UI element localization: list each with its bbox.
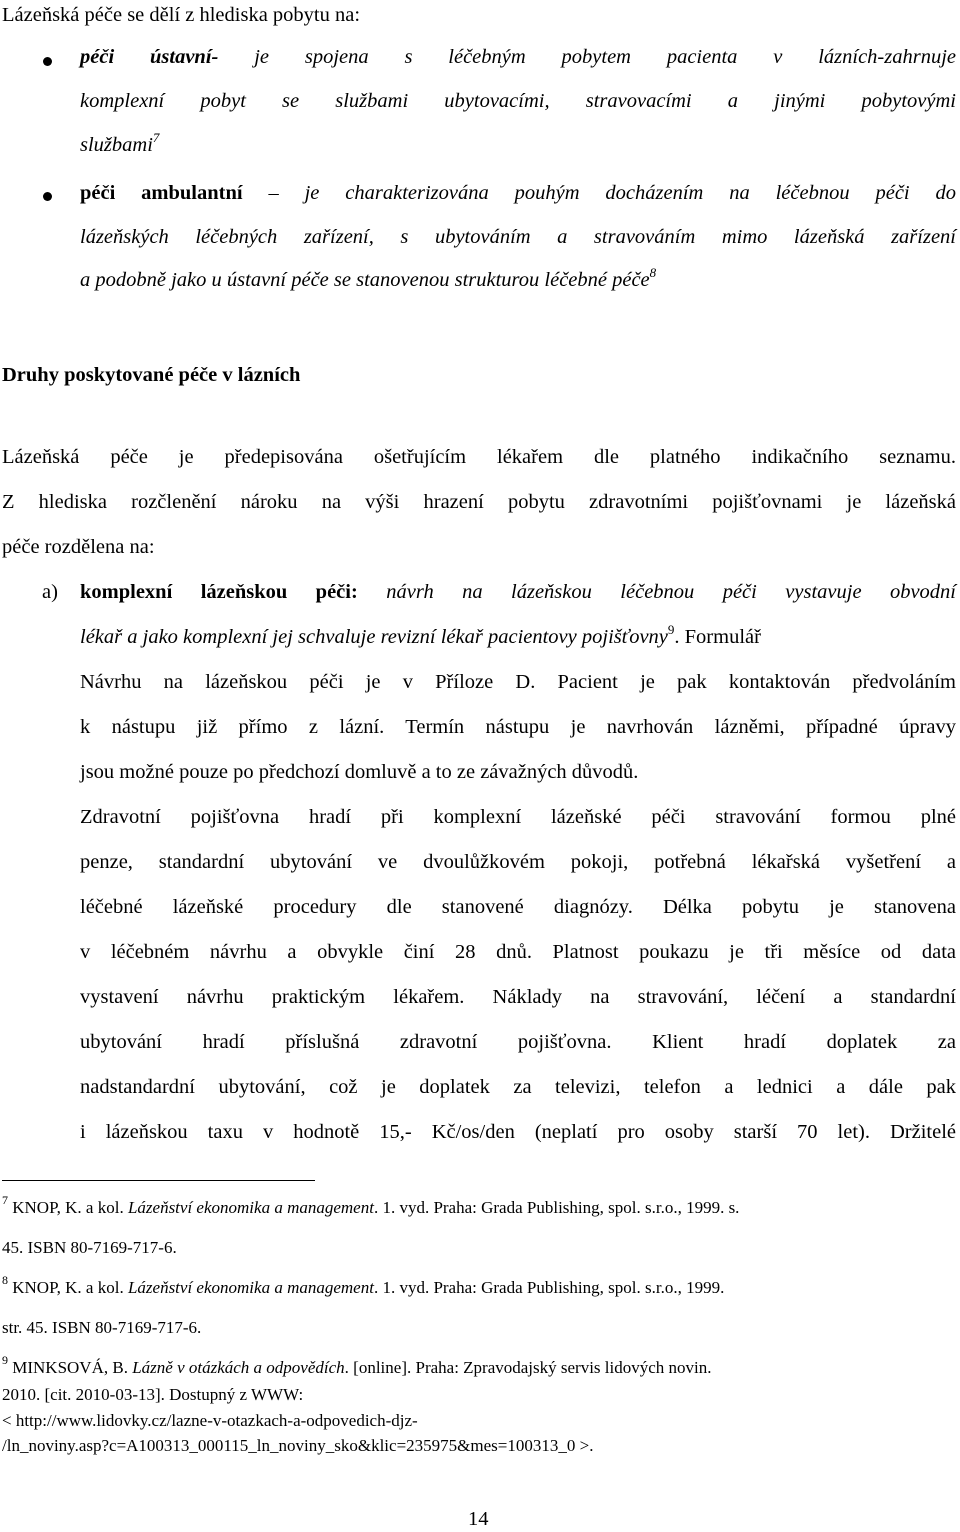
bullet-icon	[43, 192, 52, 201]
footnote-8-line-2: str. 45. ISBN 80-7169-717-6.	[2, 1318, 202, 1337]
bullet-ustavni-line-1	[80, 46, 956, 69]
footnote-author: KNOP, K. a kol.	[12, 1278, 124, 1297]
paragraph-line: vystavení návrhu praktickým lékařem. Náklady na stravování, léčení a standardní	[80, 986, 956, 1008]
item-a-line-1	[80, 581, 956, 604]
footnote-number: 8	[2, 1273, 8, 1287]
footnote-title: Lázeňství ekonomika a management	[127, 1278, 374, 1297]
paragraph-line: nadstandardní ubytování, což je doplatek za televizi, telefon a lednici a dále pak	[80, 1076, 956, 1098]
paragraph-line: v léčebném návrhu a obvykle činí 28 dnů. Platnost poukazu je tři měsíce od data	[80, 941, 956, 963]
item-a-line-2	[80, 622, 761, 649]
section-heading: Druhy poskytované péče v lázních	[2, 364, 301, 386]
paragraph-line: Zdravotní pojišťovna hradí při komplexní lázeňské péči stravování formou plné	[80, 806, 956, 828]
footnote-7	[2, 1193, 740, 1218]
footnote-details: . 1. vyd. Praha: Grada Publishing, spol. s.r.o., 1999.	[373, 1278, 725, 1297]
item-a-text-italic: lékař a jako komplexní jej schvaluje revizní lékař pacientovy pojišťovny	[80, 626, 668, 648]
item-a-text-rest: . Formulář	[674, 626, 761, 648]
paragraph-line: i lázeňskou taxu v hodnotě 15,- Kč/os/den (neplatí pro osoby starší 70 let). Držitelé	[80, 1121, 956, 1143]
footnote-details: . [online]. Praha: Zpravodajský servis lidových novin.	[344, 1358, 712, 1377]
bullet-ustavni-line-3	[80, 130, 160, 157]
footnote-9-url-2[interactable]: /ln_noviny.asp?c=A100313_000115_ln_noviny_sko&klic=235975&mes=100313_0 >.	[2, 1436, 594, 1455]
bullet-ustavni-line-2: komplexní pobyt se službami ubytovacími, stravovacími a jinými pobytovými	[80, 90, 956, 112]
paragraph-line: Z hlediska rozčlenění nároku na výši hrazení pobytu zdravotními pojišťovnami je lázeňská	[2, 491, 956, 513]
item-a-text: návrh na lázeňskou léčebnou péči vystavuje obvodní	[386, 581, 957, 603]
bullet-ambulantni-text: – je charakterizována pouhým docházením na léčebnou péči do	[268, 182, 956, 204]
footnote-7-line-2: 45. ISBN 80-7169-717-6.	[2, 1238, 177, 1257]
footnote-title: Lázně v otázkách a odpovědích	[132, 1358, 345, 1377]
bullet-ambulantni-line-1	[80, 182, 956, 205]
paragraph-line: penze, standardní ubytování ve dvoulůžkovém pokoji, potřebná lékařská vyšetření a	[80, 851, 956, 873]
intro-text: Lázeňská péče se dělí z hlediska pobytu na:	[2, 4, 361, 26]
term-komplexni: komplexní lázeňskou péči:	[80, 581, 358, 603]
footnote-details: . 1. vyd. Praha: Grada Publishing, spol. s.r.o., 1999. s.	[373, 1198, 740, 1217]
list-label-a: a)	[42, 581, 58, 603]
item-a-line-4: k nástupu již přímo z lázní. Termín nástupu je navrhován lázněmi, případné úpravy	[80, 716, 956, 738]
item-a-line-5: jsou možné pouze po předchozí domluvě a to ze závažných důvodů.	[80, 761, 639, 783]
bullet-ustavni-text-end: službami	[80, 134, 153, 156]
footnote-title: Lázeňství ekonomika a management	[127, 1198, 374, 1217]
bullet-ustavni-text: je spojena s léčebným pobytem pacienta v lázních-zahrnuje	[254, 46, 957, 68]
footnote-9-url-1[interactable]: < http://www.lidovky.cz/lazne-v-otazkach-a-odpovedich-djz-	[2, 1411, 418, 1430]
paragraph-line: péče rozdělena na:	[2, 536, 155, 558]
term-ustavni: péči ústavní-	[80, 46, 219, 68]
bullet-ambulantni-text-end: a podobně jako u ústavní péče se stanovenou strukturou léčebné péče	[80, 269, 650, 291]
footnote-ref-9: 9	[667, 622, 675, 637]
footnote-number: 7	[2, 1193, 8, 1207]
paragraph-line: ubytování hradí příslušná zdravotní pojišťovna. Klient hradí doplatek za	[80, 1031, 956, 1053]
term-ambulantni: péči ambulantní	[80, 182, 243, 204]
item-a-line-3: Návrhu na lázeňskou péči je v Příloze D. Pacient je pak kontaktován předvoláním	[80, 671, 956, 693]
footnote-ref-8: 8	[649, 265, 657, 280]
bullet-icon	[43, 57, 52, 66]
paragraph-line: léčebné lázeňské procedury dle stanovené diagnózy. Délka pobytu je stanovena	[80, 896, 956, 918]
footnote-number: 9	[2, 1353, 8, 1367]
paragraph-line: Lázeňská péče je předepisována ošetřujícím lékařem dle platného indikačního seznamu.	[2, 446, 956, 468]
bullet-ambulantni-line-3	[80, 265, 657, 292]
footnote-author: KNOP, K. a kol.	[12, 1198, 124, 1217]
footnote-9	[2, 1353, 712, 1378]
page-number: 14	[468, 1508, 489, 1530]
footnote-ref-7: 7	[152, 130, 160, 145]
footnote-separator	[2, 1180, 315, 1181]
footnote-8	[2, 1273, 725, 1298]
footnote-9-line-2: 2010. [cit. 2010-03-13]. Dostupný z WWW:	[2, 1385, 304, 1404]
bullet-ambulantni-line-2: lázeňských léčebných zařízení, s ubytováním a stravováním mimo lázeňská zařízení	[80, 226, 956, 248]
footnote-author: MINKSOVÁ, B.	[12, 1358, 128, 1377]
